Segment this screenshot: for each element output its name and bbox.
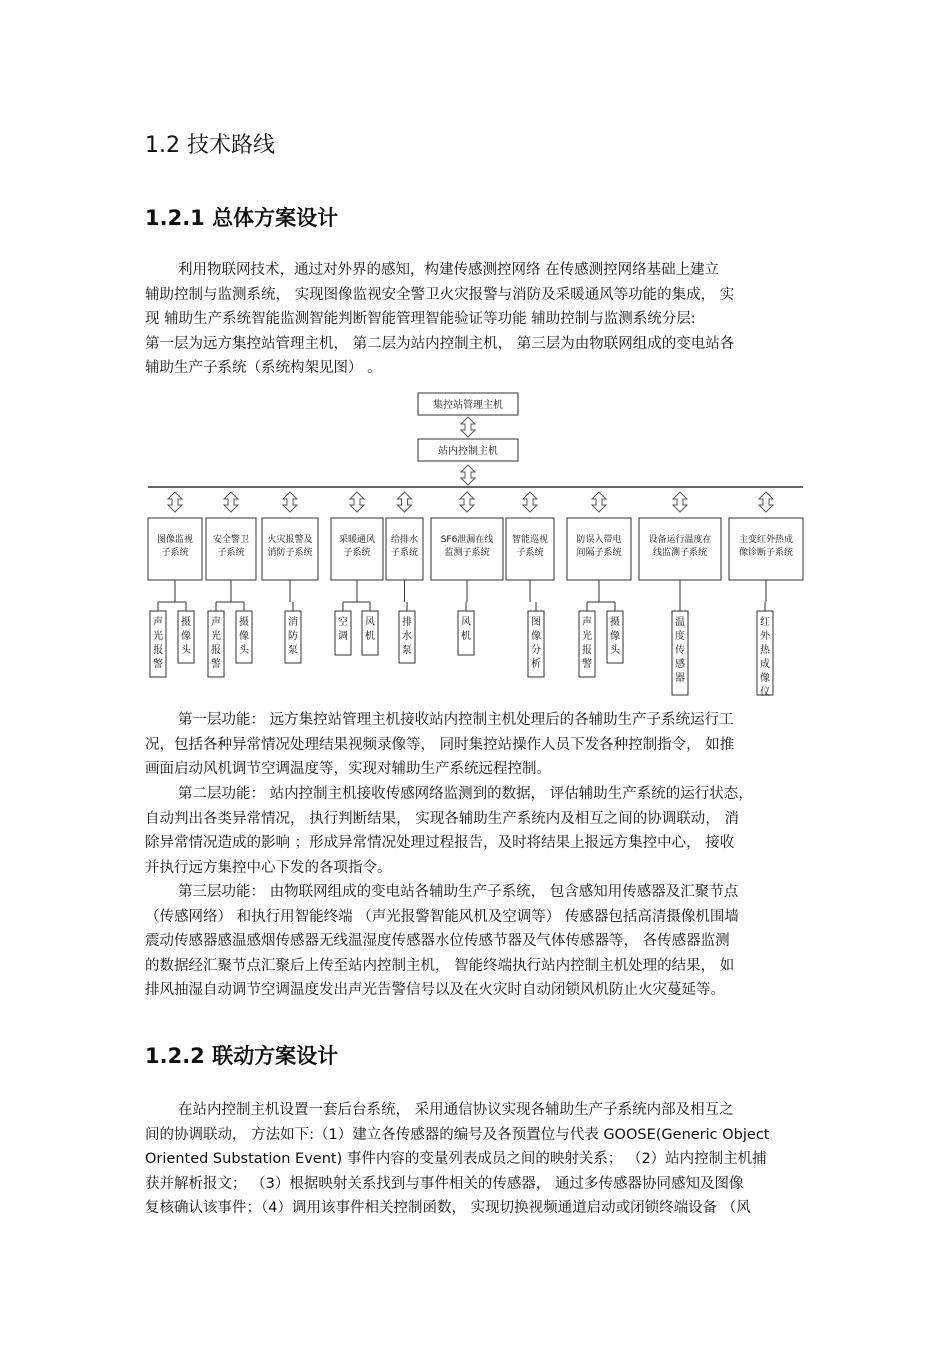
- subsystem-label: 火灾报警及: [267, 535, 313, 545]
- layer-line: 画面启动风机调节空调温度等，实现对辅助生产系统远程控制。: [145, 761, 551, 777]
- intro-line: 第一层为远方集控站管理主机， 第二层为站内控制主机， 第三层为由物联网组成的变电站各: [145, 335, 735, 352]
- device-label: 像: [181, 631, 191, 642]
- layer-line: （传感网络） 和执行用智能终端 （声光报警智能风机及空调等） 传感器包括高清摄像机围墙: [145, 908, 739, 925]
- device-label: 排: [402, 617, 412, 628]
- linkage-line: 在站内控制主机设置一套后台系统， 采用通信协议实现各辅助生产子系统内部及相互之: [178, 1102, 734, 1118]
- layer-line: 自动判出各类异常情况， 执行判断结果， 实现各辅助生产系统内及相互之间的协调联动， 消: [145, 810, 739, 827]
- system-architecture-diagram: [0, 385, 950, 705]
- device-label: 机: [365, 631, 375, 642]
- device-label: 红: [760, 617, 770, 628]
- subsystem-label: 消防子系统: [267, 548, 313, 558]
- device-label: 风: [365, 617, 375, 628]
- layer2-paragraph: [145, 782, 805, 880]
- device-label: 摄: [239, 617, 249, 628]
- subsystem-label: 智能巡视: [511, 535, 549, 545]
- device-label: 温: [675, 617, 685, 628]
- subsystem-label: 监测子系统: [444, 548, 490, 558]
- device-label: 报: [153, 645, 163, 656]
- device-label: 度: [675, 631, 685, 642]
- device-label: 防: [288, 631, 298, 642]
- device-label: 热: [760, 645, 770, 656]
- intro-line: 现 辅助生产系统智能监测智能判断智能管理智能验证等功能 辅助控制与监测系统分层:: [145, 311, 696, 327]
- device-label: 光: [582, 631, 592, 642]
- device-label: 摄: [181, 617, 191, 628]
- device-label: 消: [288, 617, 298, 628]
- intro-line: 辅助生产子系统（系统构架见图） 。: [145, 360, 382, 376]
- double-arrow-icon: [224, 492, 238, 512]
- device-label: 图: [531, 617, 541, 628]
- layer-line: 况，包括各种异常情况处理结果视频录像等， 同时集控站操作人员下发各种控制指令， 如推: [145, 736, 735, 753]
- intro-line: 辅助控制与监测系统， 实现图像监视安全警卫火灾报警与消防及采暖通风等功能的集成， 实: [145, 286, 735, 303]
- device-label: 分: [531, 645, 541, 656]
- double-arrow-icon: [461, 417, 475, 437]
- device-label: 空: [338, 617, 348, 628]
- device-label: 摄: [610, 617, 620, 628]
- device-label: 传: [675, 645, 685, 656]
- subsystem-label: 子系统: [217, 548, 245, 558]
- device-label: 泵: [402, 645, 412, 656]
- double-arrow-icon: [398, 492, 412, 512]
- device-label: 声: [211, 617, 221, 628]
- layer3-paragraph: [145, 880, 805, 1003]
- subsystem-label: 图像监视: [156, 535, 194, 545]
- device-label: 警: [211, 659, 221, 670]
- subsystem-label: 给排水: [390, 535, 419, 545]
- subsystem-label: 采暖通风: [338, 535, 376, 545]
- layer-line: 排风抽湿自动调节空调温度发出声光告警信号以及在火灾时自动闭锁风机防止火灾蔓延等。: [145, 982, 725, 998]
- device-label: 光: [211, 631, 221, 642]
- device-label: 声: [582, 617, 592, 628]
- subsection-title-1: 总体方案设计: [212, 206, 339, 230]
- section-number: 1.2: [145, 133, 180, 158]
- device-label: 仪: [760, 687, 770, 698]
- subsystem-label: 主变红外热成: [738, 535, 794, 545]
- device-label: 报: [582, 645, 592, 656]
- device-label: 风: [461, 617, 471, 628]
- subsystem-label: 安全警卫: [212, 535, 250, 545]
- layer-line: 第三层功能： 由物联网组成的变电站各辅助生产子系统， 包含感知用传感器及汇聚节点: [178, 884, 739, 900]
- layer-line: 震动传感器感温感烟传感器无线温湿度传感器水位传感节器及气体传感器等， 各传感器监测: [145, 933, 730, 949]
- device-label: 光: [153, 631, 163, 642]
- subsystem-label: 子系统: [343, 548, 371, 558]
- linkage-line: Oriented Substation Event) 事件内容的变量列表成员之间的映射关系； （2）站内控制主机捕: [145, 1151, 767, 1167]
- layer-line: 的数据经汇聚节点汇聚后上传至站内控制主机， 智能终端执行站内控制主机处理的结果， 如: [145, 957, 735, 974]
- subsection-title-2: 联动方案设计: [212, 1044, 339, 1068]
- double-arrow-icon: [592, 492, 606, 512]
- layer-line: 第一层功能： 远方集控站管理主机接收站内控制主机处理后的各辅助生产子系统运行工: [178, 712, 734, 728]
- double-arrow-icon: [283, 492, 297, 512]
- intro-line: 利用物联网技术，通过对外界的感知，构建传感测控网络 在传感测控网络基础上建立: [178, 262, 720, 278]
- double-arrow-icon: [673, 492, 687, 512]
- device-label: 析: [531, 659, 541, 670]
- subsection-heading-1: [145, 202, 338, 232]
- double-arrow-icon: [523, 492, 537, 512]
- control-host-label: 站内控制主机: [438, 446, 498, 457]
- device-label: 头: [239, 645, 249, 656]
- subsection-number-1: 1.2.1: [145, 206, 205, 230]
- layer1-paragraph: [145, 708, 805, 782]
- subsystem-label: SF6泄漏在线: [440, 535, 494, 545]
- device-label: 像: [610, 631, 620, 642]
- layer-line: 并执行远方集控中心下发的各项指令。: [145, 859, 392, 876]
- double-arrow-icon: [460, 492, 474, 512]
- subsystem-label: 子系统: [516, 548, 544, 558]
- section-heading: [145, 128, 275, 159]
- device-label: 声: [153, 617, 163, 628]
- double-arrow-icon: [168, 492, 182, 512]
- management-host-label: 集控站管理主机: [433, 400, 503, 411]
- device-label: 警: [153, 659, 163, 670]
- subsystem-label: 间隔子系统: [576, 548, 622, 558]
- layer-line: 第二层功能： 站内控制主机接收传感网络监测到的数据， 评估辅助生产系统的运行状态，: [178, 786, 753, 802]
- device-label: 外: [760, 631, 770, 642]
- device-label: 像: [760, 673, 770, 684]
- device-label: 机: [461, 631, 471, 642]
- subsystem-label: 设备运行温度在: [648, 535, 712, 545]
- device-label: 器: [675, 673, 685, 684]
- device-label: 头: [610, 645, 620, 656]
- layer-line: 除异常情况造成的影响 ；形成异常情况处理过程报告，及时将结果上报远方集控中心， 接收: [145, 835, 735, 851]
- device-label: 警: [582, 659, 592, 670]
- device-label: 成: [760, 659, 770, 670]
- device-label: 报: [211, 645, 221, 656]
- subsystem-label: 线监测子系统: [652, 548, 708, 558]
- device-label: 像: [531, 631, 541, 642]
- device-label: 头: [181, 645, 191, 656]
- subsection-number-2: 1.2.2: [145, 1044, 205, 1068]
- subsystem-label: 子系统: [161, 548, 189, 558]
- device-label: 感: [675, 659, 685, 670]
- device-label: 调: [338, 631, 348, 642]
- subsystem-label: 子系统: [390, 548, 419, 558]
- section-title: 技术路线: [187, 133, 276, 158]
- device-label: 泵: [288, 645, 298, 656]
- subsection-heading-2: [145, 1040, 338, 1070]
- double-arrow-icon: [759, 492, 773, 512]
- linkage-line: 复核确认该事件；（4）调用该事件相关控制函数， 实现切换视频通道启动或闭锁终端设备 （风: [145, 1200, 751, 1216]
- double-arrow-icon: [350, 492, 364, 512]
- linkage-line: 获并解析报文； （3）根据映射关系找到与事件相关的传感器， 通过多传感器协同感知及图像: [145, 1175, 744, 1192]
- subsystem-label: 像诊断子系统: [738, 548, 794, 558]
- device-label: 像: [239, 631, 249, 642]
- double-arrow-icon: [461, 465, 475, 485]
- linkage-line: 间的协调联动， 方法如下:（1）建立各传感器的编号及各预置位与代表 GOOSE(Generic Object: [145, 1126, 770, 1143]
- intro-paragraph: [145, 258, 805, 381]
- linkage-paragraph: [145, 1098, 805, 1221]
- device-label: 水: [402, 631, 412, 642]
- subsystem-label: 防误入带电: [576, 535, 622, 545]
